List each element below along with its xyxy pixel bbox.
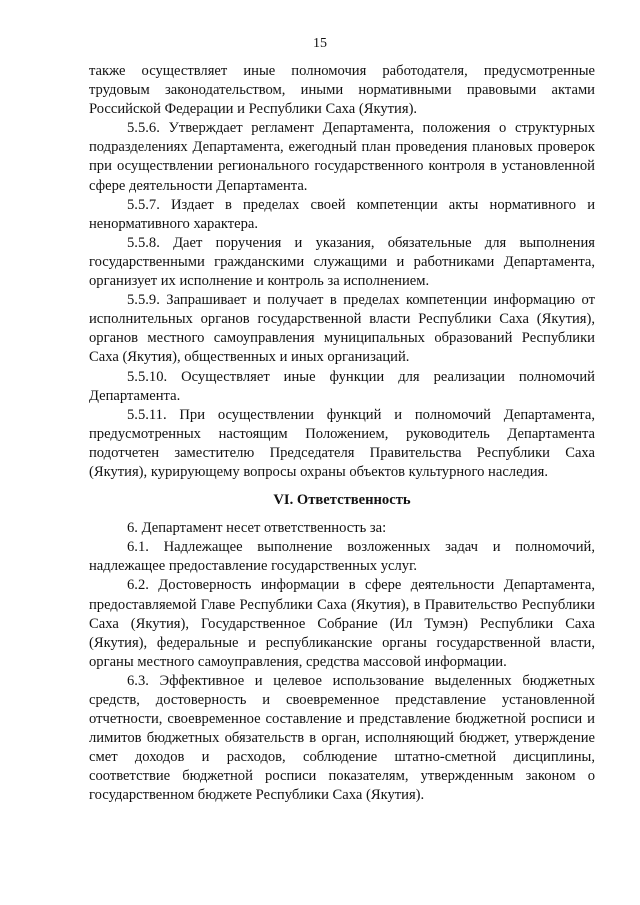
section-heading: VI. Ответственность: [273, 492, 411, 509]
paragraph-6-3: 6.3. Эффективное и целевое использование выделенных бюджетных средств, достоверность и своевременное представление установленной отчетности, своевременное составление и представление бюджетной росписи и лимитов бюджетных обязательств в орган, исполняющий бюджет, утверждение смет доходов и расходов, соблюдение штатно-сметной дисциплины, соответствие бюджетной росписи показателям, утвержденным законом о государственном бюджете Республики Саха (Якутия).: [89, 672, 595, 804]
paragraph-5-5-10: 5.5.10. Осуществляет иные функции для реализации полномочий Департамента.: [89, 368, 595, 404]
paragraph-5-5-9: 5.5.9. Запрашивает и получает в пределах компетенции информацию от исполнительных органов государственной власти Республики Саха (Якутия), органов местного самоуправления муниципальных образований Республики Саха (Якутия), общественных и иных организаций.: [89, 292, 595, 366]
paragraph-continuation: также осуществляет иные полномочия работодателя, предусмотренные трудовым законодательством, иными нормативными правовыми актами Российской Федерации и Республики Саха (Якутия).: [89, 63, 595, 118]
paragraph-5-5-11: 5.5.11. При осуществлении функций и полномочий Департамента, предусмотренных настоящим Положением, руководитель Департамента подотчетен заместителю Председателя Правительства Республики Саха (Якутия), курирующему вопросы охраны объектов культурного наследия.: [89, 406, 595, 480]
paragraph-5-5-8: 5.5.8. Дает поручения и указания, обязательные для выполнения государственными гражданскими служащими и работниками Департамента, организует их исполнение и контроль за исполнением.: [89, 234, 595, 290]
paragraph-6-1: 6.1. Надлежащее выполнение возложенных задач и полномочий, надлежащее предоставление государственных услуг.: [89, 539, 595, 575]
paragraph-6: 6. Департамент несет ответственность за:: [127, 520, 387, 537]
page-number: 15: [313, 36, 327, 51]
paragraph-5-5-6: 5.5.6. Утверждает регламент Департамента, положения о структурных подразделениях Департамента, ежегодный план проведения плановых проверок при осуществлении регионального государственного контроля в установленной сфере деятельности Департамента.: [89, 120, 595, 194]
paragraph-6-2: 6.2. Достоверность информации в сфере деятельности Департамента, предоставляемой Главе Республики Саха (Якутия), в Правительство Республики Саха (Якутия), Государственное Собрание (Ил Тумэн) Республики Саха (Якутия), федеральные и республиканские органы государственной власти, органы местного самоуправления, средства массовой информации.: [89, 577, 595, 670]
document-body: [89, 62, 595, 806]
paragraph-5-5-7: 5.5.7. Издает в пределах своей компетенции акты нормативного и ненормативного характера.: [89, 196, 595, 232]
